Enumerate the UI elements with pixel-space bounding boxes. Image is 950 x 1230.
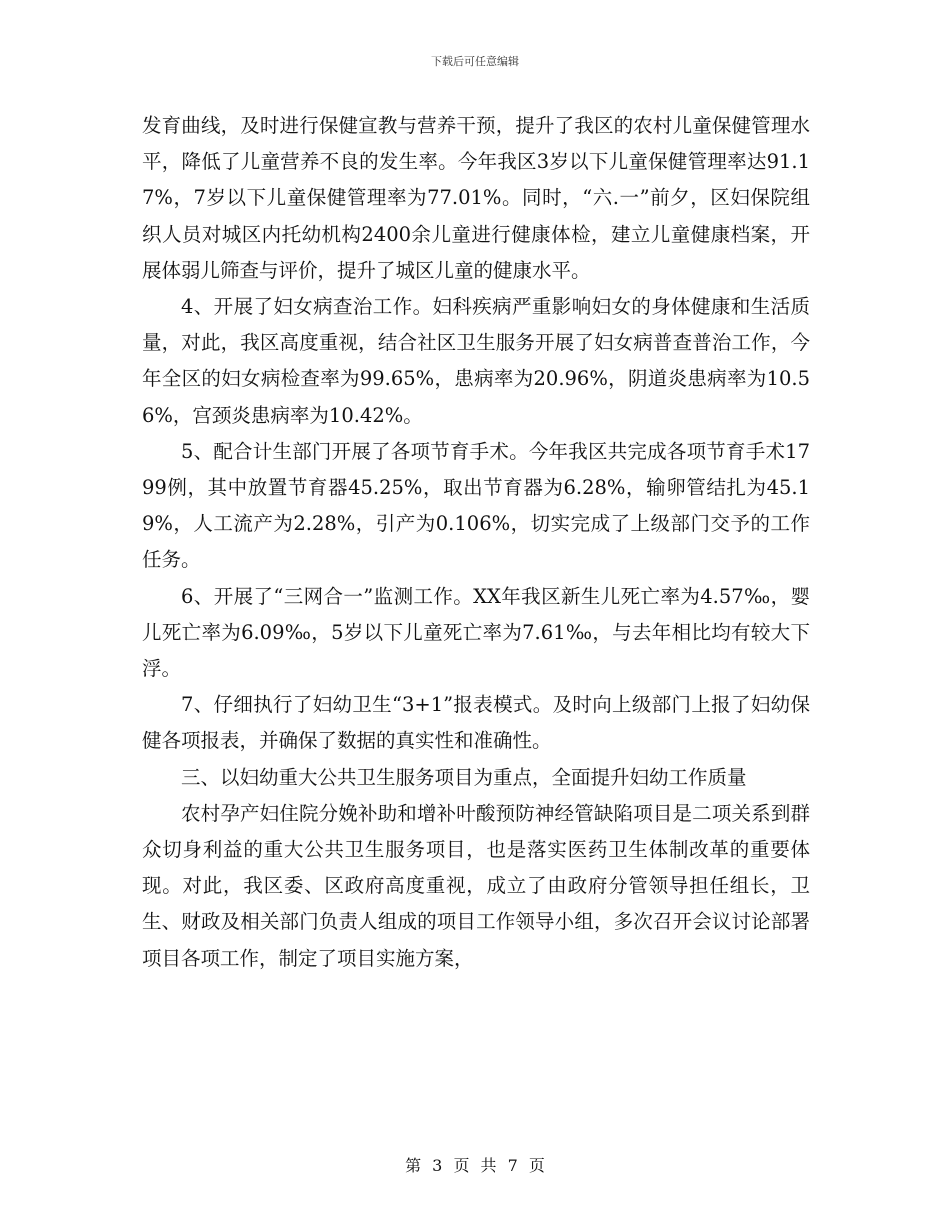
paragraph-2: 4、开展了妇女病查治工作。妇科疾病严重影响妇女的身体健康和生活质量，对此，我区高度重视，结合社区卫生服务开展了妇女病普查普治工作，今年全区的妇女病检查率为99.65%，患病率为20.96%，阴道炎患病率为10.56%，宫颈炎患病率为10.42%。 <box>142 295 810 427</box>
paragraph-4: 6、开展了“三网合一”监测工作。XX年我区新生儿死亡率为4.57‰，婴儿死亡率为6.09‰，5岁以下儿童死亡率为7.61‰，与去年相比均有较大下浮。 <box>142 584 810 681</box>
page-number: 第 3 页 共 7 页 <box>405 1156 545 1175</box>
header-note: 下载后可任意编辑 <box>431 55 519 68</box>
document-body <box>142 108 810 977</box>
paragraph-3: 5、配合计生部门开展了各项节育手术。今年我区共完成各项节育手术1799例，其中放置节育器45.25%，取出节育器为6.28%，输卵管结扎为45.19%，人工流产为2.28%，引产为0.106%，切实完成了上级部门交予的工作任务。 <box>142 439 810 572</box>
paragraph-5: 7、仔细执行了妇幼卫生“3+1”报表模式。及时向上级部门上报了妇幼保健各项报表，并确保了数据的真实性和准确性。 <box>142 693 810 753</box>
paragraph-6: 农村孕产妇住院分娩补助和增补叶酸预防神经管缺陷项目是二项关系到群众切身利益的重大公共卫生服务项目，也是落实医药卫生体制改革的重要体现。对此，我区委、区政府高度重视，成立了由政府分管领导担任组长，卫生、财政及相关部门负责人组成的项目工作领导小组，多次召开会议讨论部署项目各项工作，制定了项目实施方案， <box>142 801 810 970</box>
section-heading-3: 三、以妇幼重大公共卫生服务项目为重点，全面提升妇幼工作质量 <box>181 765 747 789</box>
paragraph-1: 发育曲线，及时进行保健宣教与营养干预，提升了我区的农村儿童保健管理水平，降低了儿童营养不良的发生率。今年我区3岁以下儿童保健管理率达91.17%，7岁以下儿童保健管理率为77.01%。同时，“六.一”前夕，区妇保院组织人员对城区内托幼机构2400余儿童进行健康体检，建立儿童健康档案，开展体弱儿筛查与评价，提升了城区儿童的健康水平。 <box>142 114 810 282</box>
